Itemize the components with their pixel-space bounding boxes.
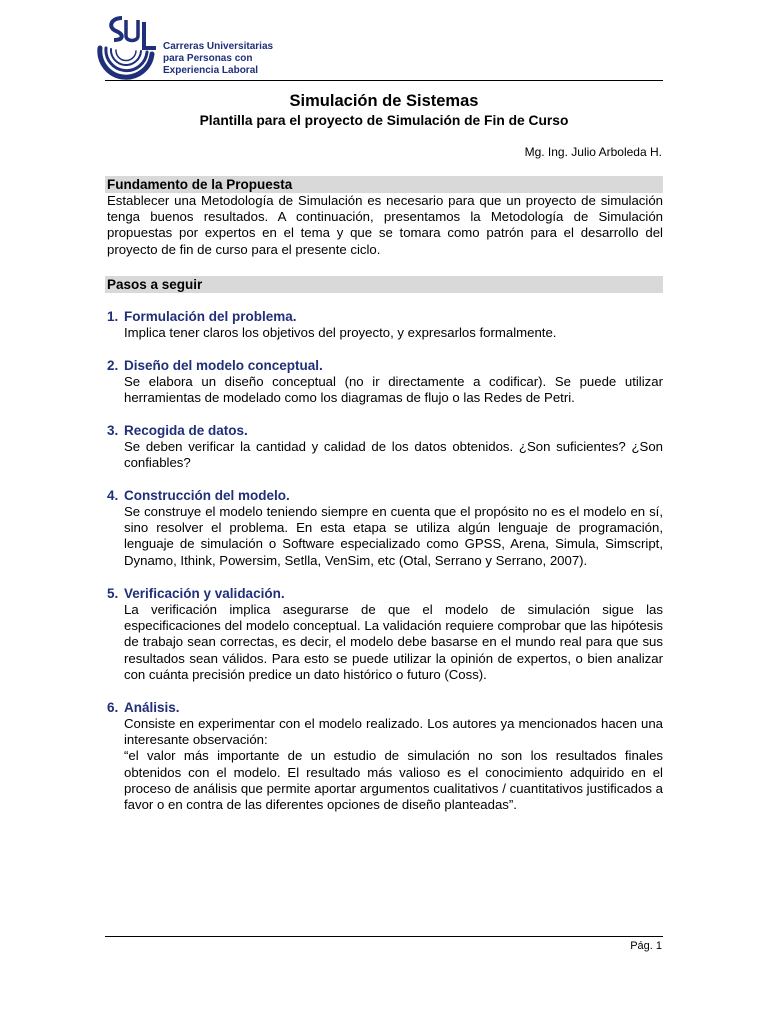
step-quote: “el valor más importante de un estudio de simulación no son los resultados finales obtenidos con el modelo. El resultado más valioso es el conocimiento adquirido en el proceso de análisis que permite aportar argumentos cualitativos / cuantitativos justificados a favor o en contra de las diferentes opciones de diseño planteadas”. (124, 748, 663, 813)
step-4-heading (107, 488, 290, 504)
step-number: 1. (107, 309, 119, 324)
logo-line-3: Experiencia Laboral (163, 65, 259, 76)
step-number: 4. (107, 488, 119, 503)
section-heading-pasos: Pasos a seguir (105, 276, 663, 293)
step-5-body (124, 602, 663, 683)
step-title: Verificación y validación. (124, 586, 285, 601)
page-number: Pág. 1 (630, 940, 662, 952)
step-number: 3. (107, 423, 119, 438)
step-paragraph: La verificación implica asegurarse de que el modelo de simulación sigue las especificaciones del modelo conceptual. La validación requiere comprobar que las hipótesis de trabajo sean correctas, es decir, el modelo debe basarse en el mundo real para que sus resultados sean válidos. Para esto se puede utilizar la opinión de expertos, o bien analizar con cuánta precisión predice un dato histórico o futuro (Coss). (124, 602, 663, 682)
step-paragraph: Implica tener claros los objetivos del proyecto, y expresarlos formalmente. (124, 325, 557, 340)
step-4-body (124, 504, 663, 569)
logo-line-1: Carreras Universitarias (163, 41, 274, 52)
step-2-heading (107, 358, 323, 374)
footer-divider (105, 936, 663, 937)
step-title: Diseño del modelo conceptual. (124, 358, 323, 373)
step-title: Recogida de datos. (124, 423, 248, 438)
step-1-body (124, 325, 663, 341)
step-title: Construcción del modelo. (124, 488, 290, 503)
step-number: 6. (107, 700, 119, 715)
step-title: Formulación del problema. (124, 309, 297, 324)
step-number: 5. (107, 586, 119, 601)
section-heading-fundamento: Fundamento de la Propuesta (105, 176, 663, 193)
step-6-body (124, 716, 663, 813)
step-6-heading (107, 700, 180, 716)
fundamento-paragraph: Establecer una Metodología de Simulación es necesario para que un proyecto de simulación tenga buenos resultados. A continuación, presentamos la Metodología de Simulación propuestas por expertos en el tema y que se tomara como patrón para el desarrollo del proyecto de fin de curso para el presente ciclo. (107, 193, 663, 257)
logo-line-2: para Personas con (163, 53, 253, 64)
step-paragraph: Se elabora un diseño conceptual (no ir directamente a codificar). Se puede utilizar herramientas de modelado como los diagramas de flujo o las Redes de Petri. (124, 374, 663, 406)
step-3-body (124, 439, 663, 471)
step-number: 2. (107, 358, 119, 373)
document-subtitle: Plantilla para el proyecto de Simulación de Fin de Curso (199, 113, 569, 128)
step-paragraph: Se construye el modelo teniendo siempre en cuenta que el propósito no es el modelo en sí, sino resolver el problema. En esta etapa se utiliza algún lenguaje de programación, lenguaje de simulación o Software especializado como GPSS, Arena, Simula, Simscript, Dynamo, Ithink, Powersim, Setlla, VenSim, etc (Otal, Serrano y Serrano, 2007). (124, 504, 663, 568)
document-title: Simulación de Sistemas (289, 92, 479, 110)
step-2-body (124, 374, 663, 406)
step-3-heading (107, 423, 248, 439)
step-5-heading (107, 586, 285, 602)
step-paragraph: Consiste en experimentar con el modelo realizado. Los autores ya mencionados hacen una interesante observación: (124, 716, 663, 748)
sul-logo-icon (92, 14, 160, 80)
step-title: Análisis. (124, 700, 180, 715)
step-paragraph: Se deben verificar la cantidad y calidad de los datos obtenidos. ¿Son suficientes? ¿Son confiables? (124, 439, 663, 471)
author-name: Mg. Ing. Julio Arboleda H. (524, 145, 662, 159)
logo-caption (163, 41, 273, 77)
step-1-heading (107, 309, 297, 325)
header-divider (105, 80, 663, 81)
